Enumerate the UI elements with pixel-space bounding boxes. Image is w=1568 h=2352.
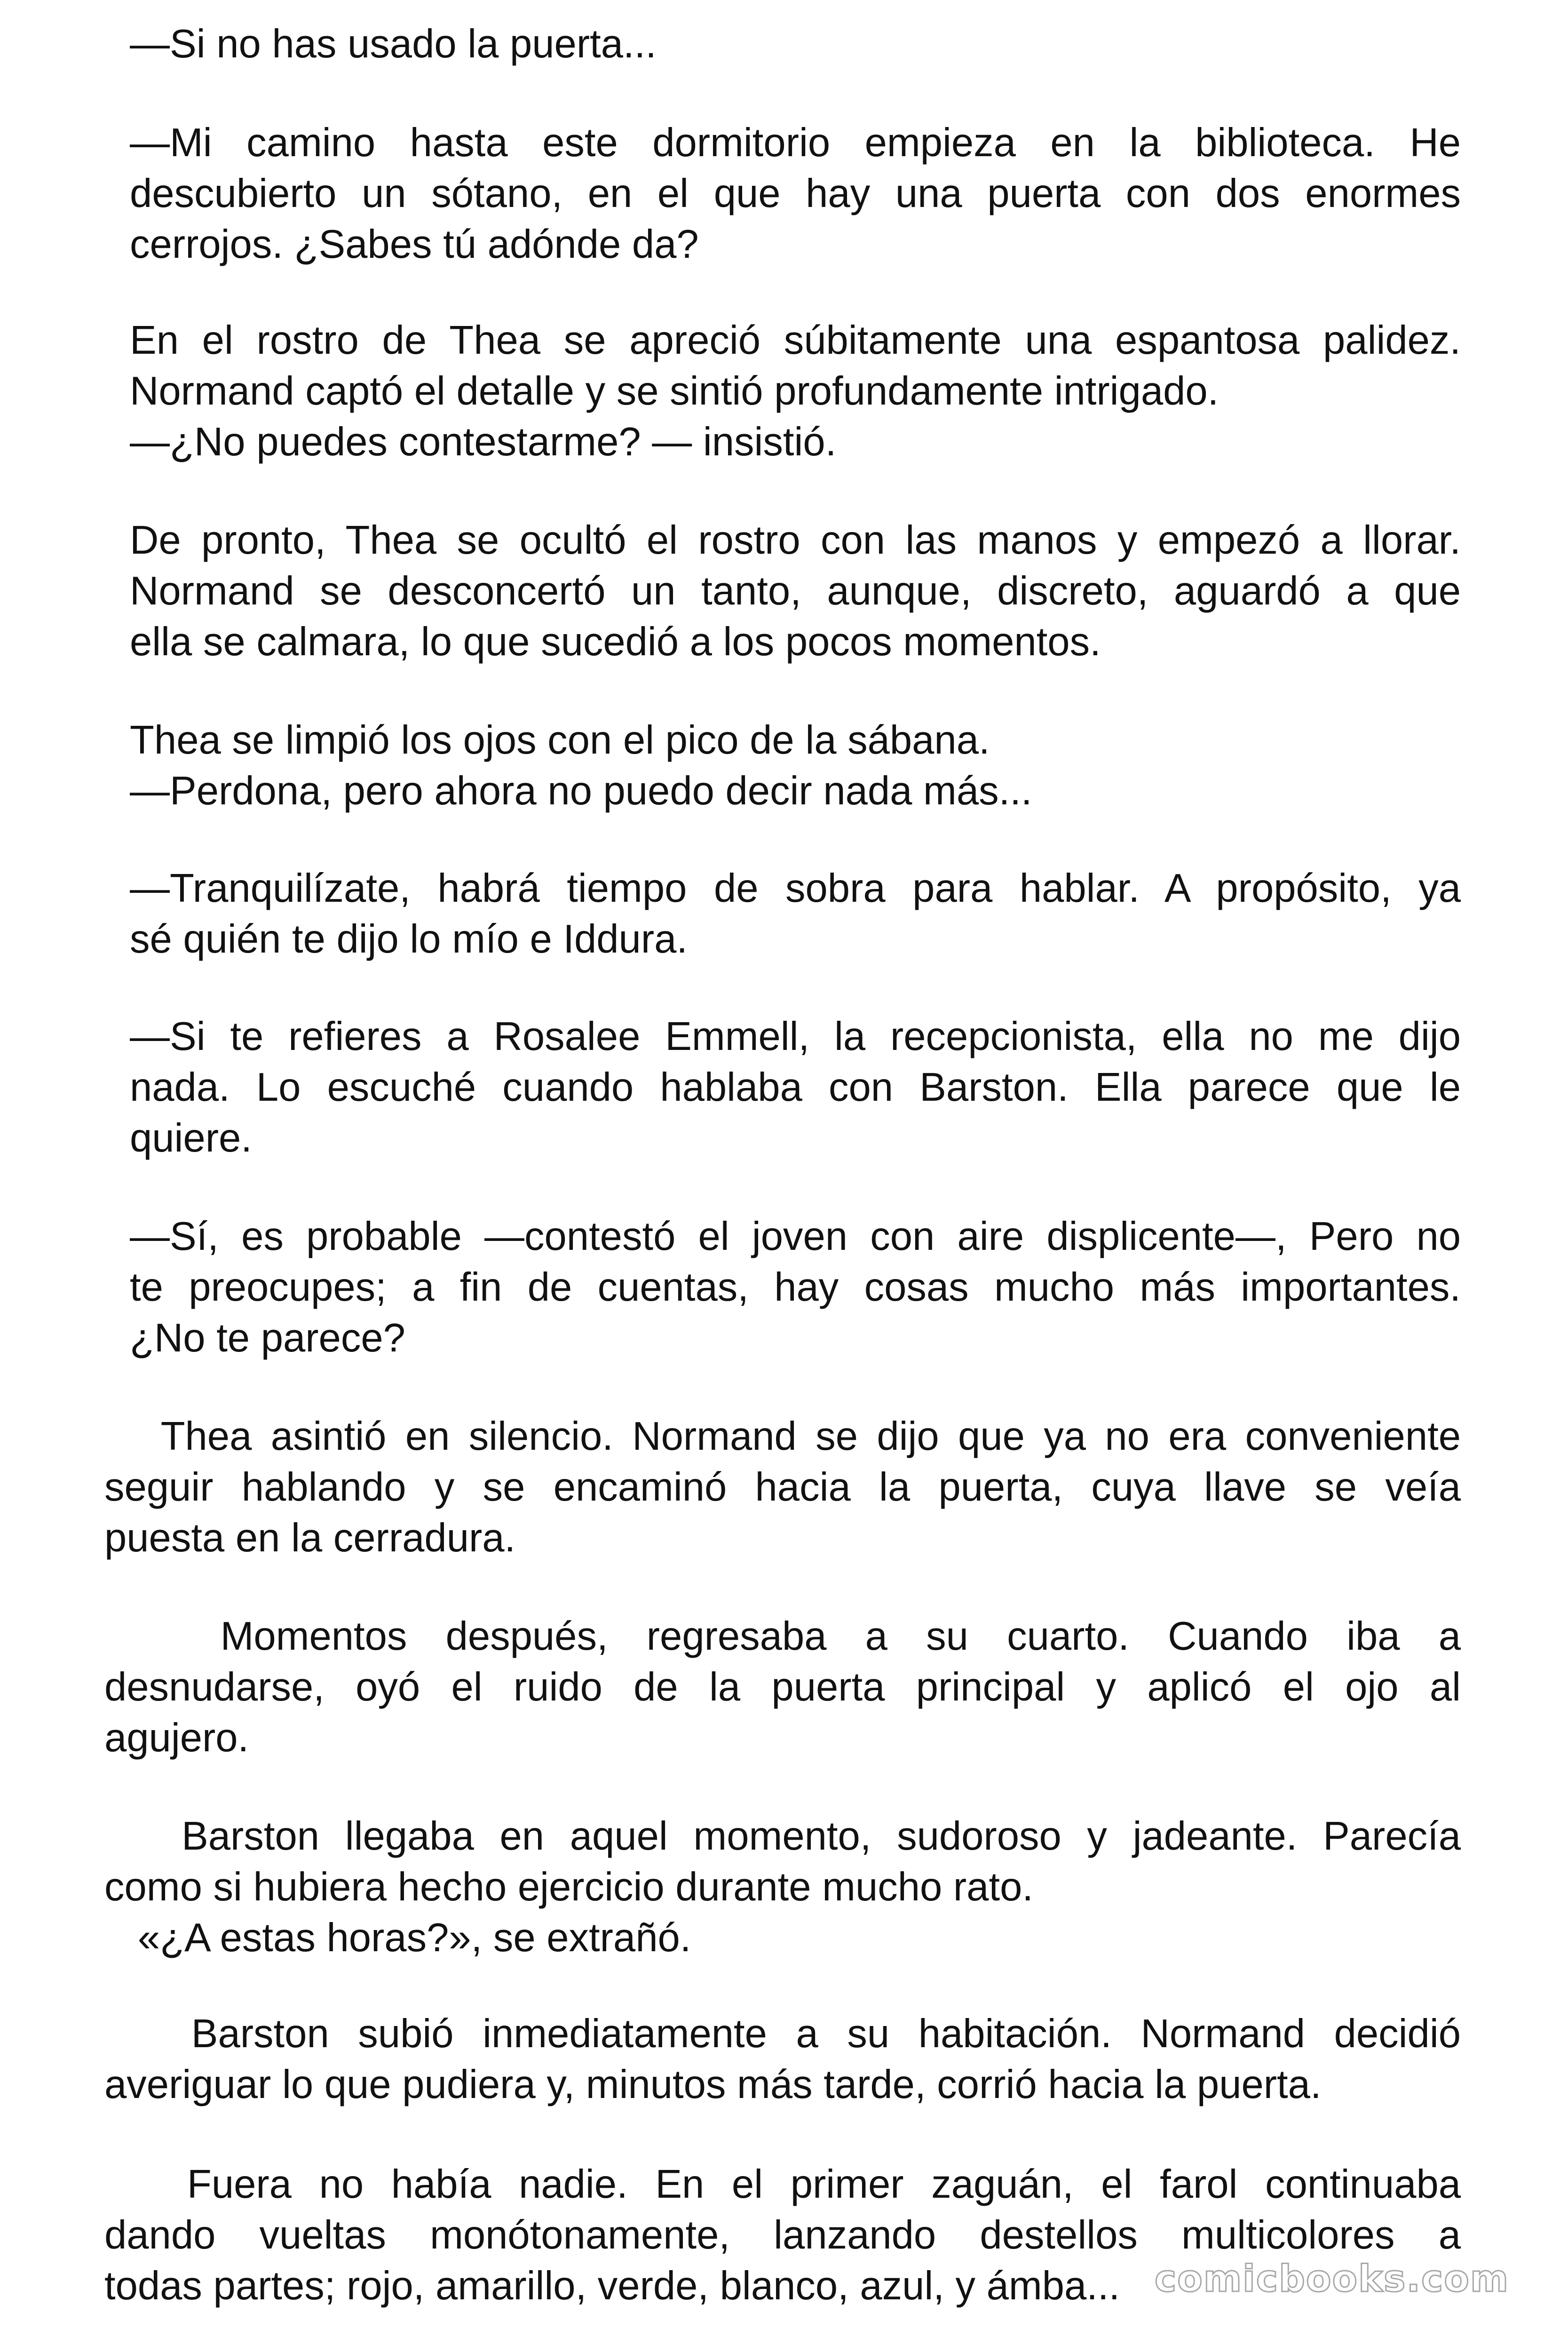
paragraph-1 <box>130 19 1461 70</box>
watermark: comicbooks.com <box>1155 2258 1510 2300</box>
text-line: puesta en la cerradura. <box>104 1516 516 1560</box>
text-line: Normand se desconcertó un tanto, aunque, discreto, aguardó a que <box>130 569 1461 613</box>
text-line: «¿A estas horas?», se extrañó. <box>104 1915 691 1960</box>
text-line: Fuera no había nadie. En el primer zaguán, el farol continuaba <box>104 2162 1461 2207</box>
text-line: —Mi camino hasta este dormitorio empieza en la biblioteca. He <box>130 120 1461 165</box>
text-line: averiguar lo que pudiera y, minutos más tarde, corrió hacia la puerta. <box>104 2062 1322 2107</box>
text-line: quiere. <box>130 1116 252 1160</box>
text-line: —Tranquilízate, habrá tiempo de sobra para hablar. A propósito, ya <box>130 866 1461 911</box>
text-line: sé quién te dijo lo mío e Iddura. <box>130 917 688 961</box>
text-line: Barston llegaba en aquel momento, sudoroso y jadeante. Parecía <box>104 1814 1461 1859</box>
text-line: cerrojos. ¿Sabes tú adónde da? <box>130 222 699 267</box>
text-line: dando vueltas monótonamente, lanzando destellos multicolores a <box>104 2213 1461 2257</box>
paragraph-3 <box>130 315 1461 468</box>
text-line: —Perdona, pero ahora no puedo decir nada más... <box>130 769 1032 813</box>
text-line: En el rostro de Thea se apreció súbitamente una espantosa palidez. <box>130 318 1461 363</box>
text-line: De pronto, Thea se ocultó el rostro con las manos y empezó a llorar. <box>130 518 1461 563</box>
paragraph-7 <box>130 1011 1461 1164</box>
text-line: descubierto un sótano, en el que hay una puerta con dos enormes <box>130 171 1461 216</box>
paragraph-6 <box>130 863 1461 965</box>
text-line: como si hubiera hecho ejercicio durante mucho rato. <box>104 1865 1033 1909</box>
text-line: Normand captó el detalle y se sintió profundamente intrigado. <box>130 369 1219 413</box>
text-line: Thea se limpió los ojos con el pico de la sábana. <box>130 718 990 763</box>
text-line: Barston subió inmediatamente a su habitación. Normand decidió <box>104 2011 1461 2056</box>
text-line: ella se calmara, lo que sucedió a los pocos momentos. <box>130 620 1101 664</box>
text-line: ¿No te parece? <box>130 1316 405 1360</box>
paragraph-5 <box>130 715 1461 817</box>
paragraph-9 <box>104 1411 1461 1564</box>
paragraph-12 <box>104 2009 1461 2110</box>
text-line: seguir hablando y se encaminó hacia la puerta, cuya llave se veía <box>104 1465 1461 1510</box>
text-line: desnudarse, oyó el ruido de la puerta principal y aplicó el ojo al <box>104 1665 1461 1709</box>
text-line: Thea asintió en silencio. Normand se dijo que ya no era conveniente <box>104 1414 1461 1459</box>
paragraph-4 <box>130 515 1461 667</box>
paragraph-8 <box>130 1211 1461 1364</box>
text-line: —Si te refieres a Rosalee Emmell, la recepcionista, ella no me dijo <box>130 1014 1461 1059</box>
text-line: —Sí, es probable —contestó el joven con aire displicente—, Pero no <box>130 1214 1461 1259</box>
text-line: te preocupes; a fin de cuentas, hay cosas mucho más importantes. <box>130 1265 1461 1310</box>
paragraph-10 <box>104 1611 1461 1764</box>
text-line: agujero. <box>104 1716 249 1760</box>
text-line: nada. Lo escuché cuando hablaba con Barston. Ella parece que le <box>130 1065 1461 1110</box>
paragraph-11 <box>104 1811 1461 1963</box>
paragraph-2 <box>130 118 1461 270</box>
text-line: todas partes; rojo, amarillo, verde, blanco, azul, y ámba... <box>104 2264 1120 2308</box>
text-line: Momentos después, regresaba a su cuarto. Cuando iba a <box>104 1614 1461 1659</box>
text-line: —¿No puedes contestarme? — insistió. <box>130 420 837 464</box>
text-line: —Si no has usado la puerta... <box>130 22 657 66</box>
